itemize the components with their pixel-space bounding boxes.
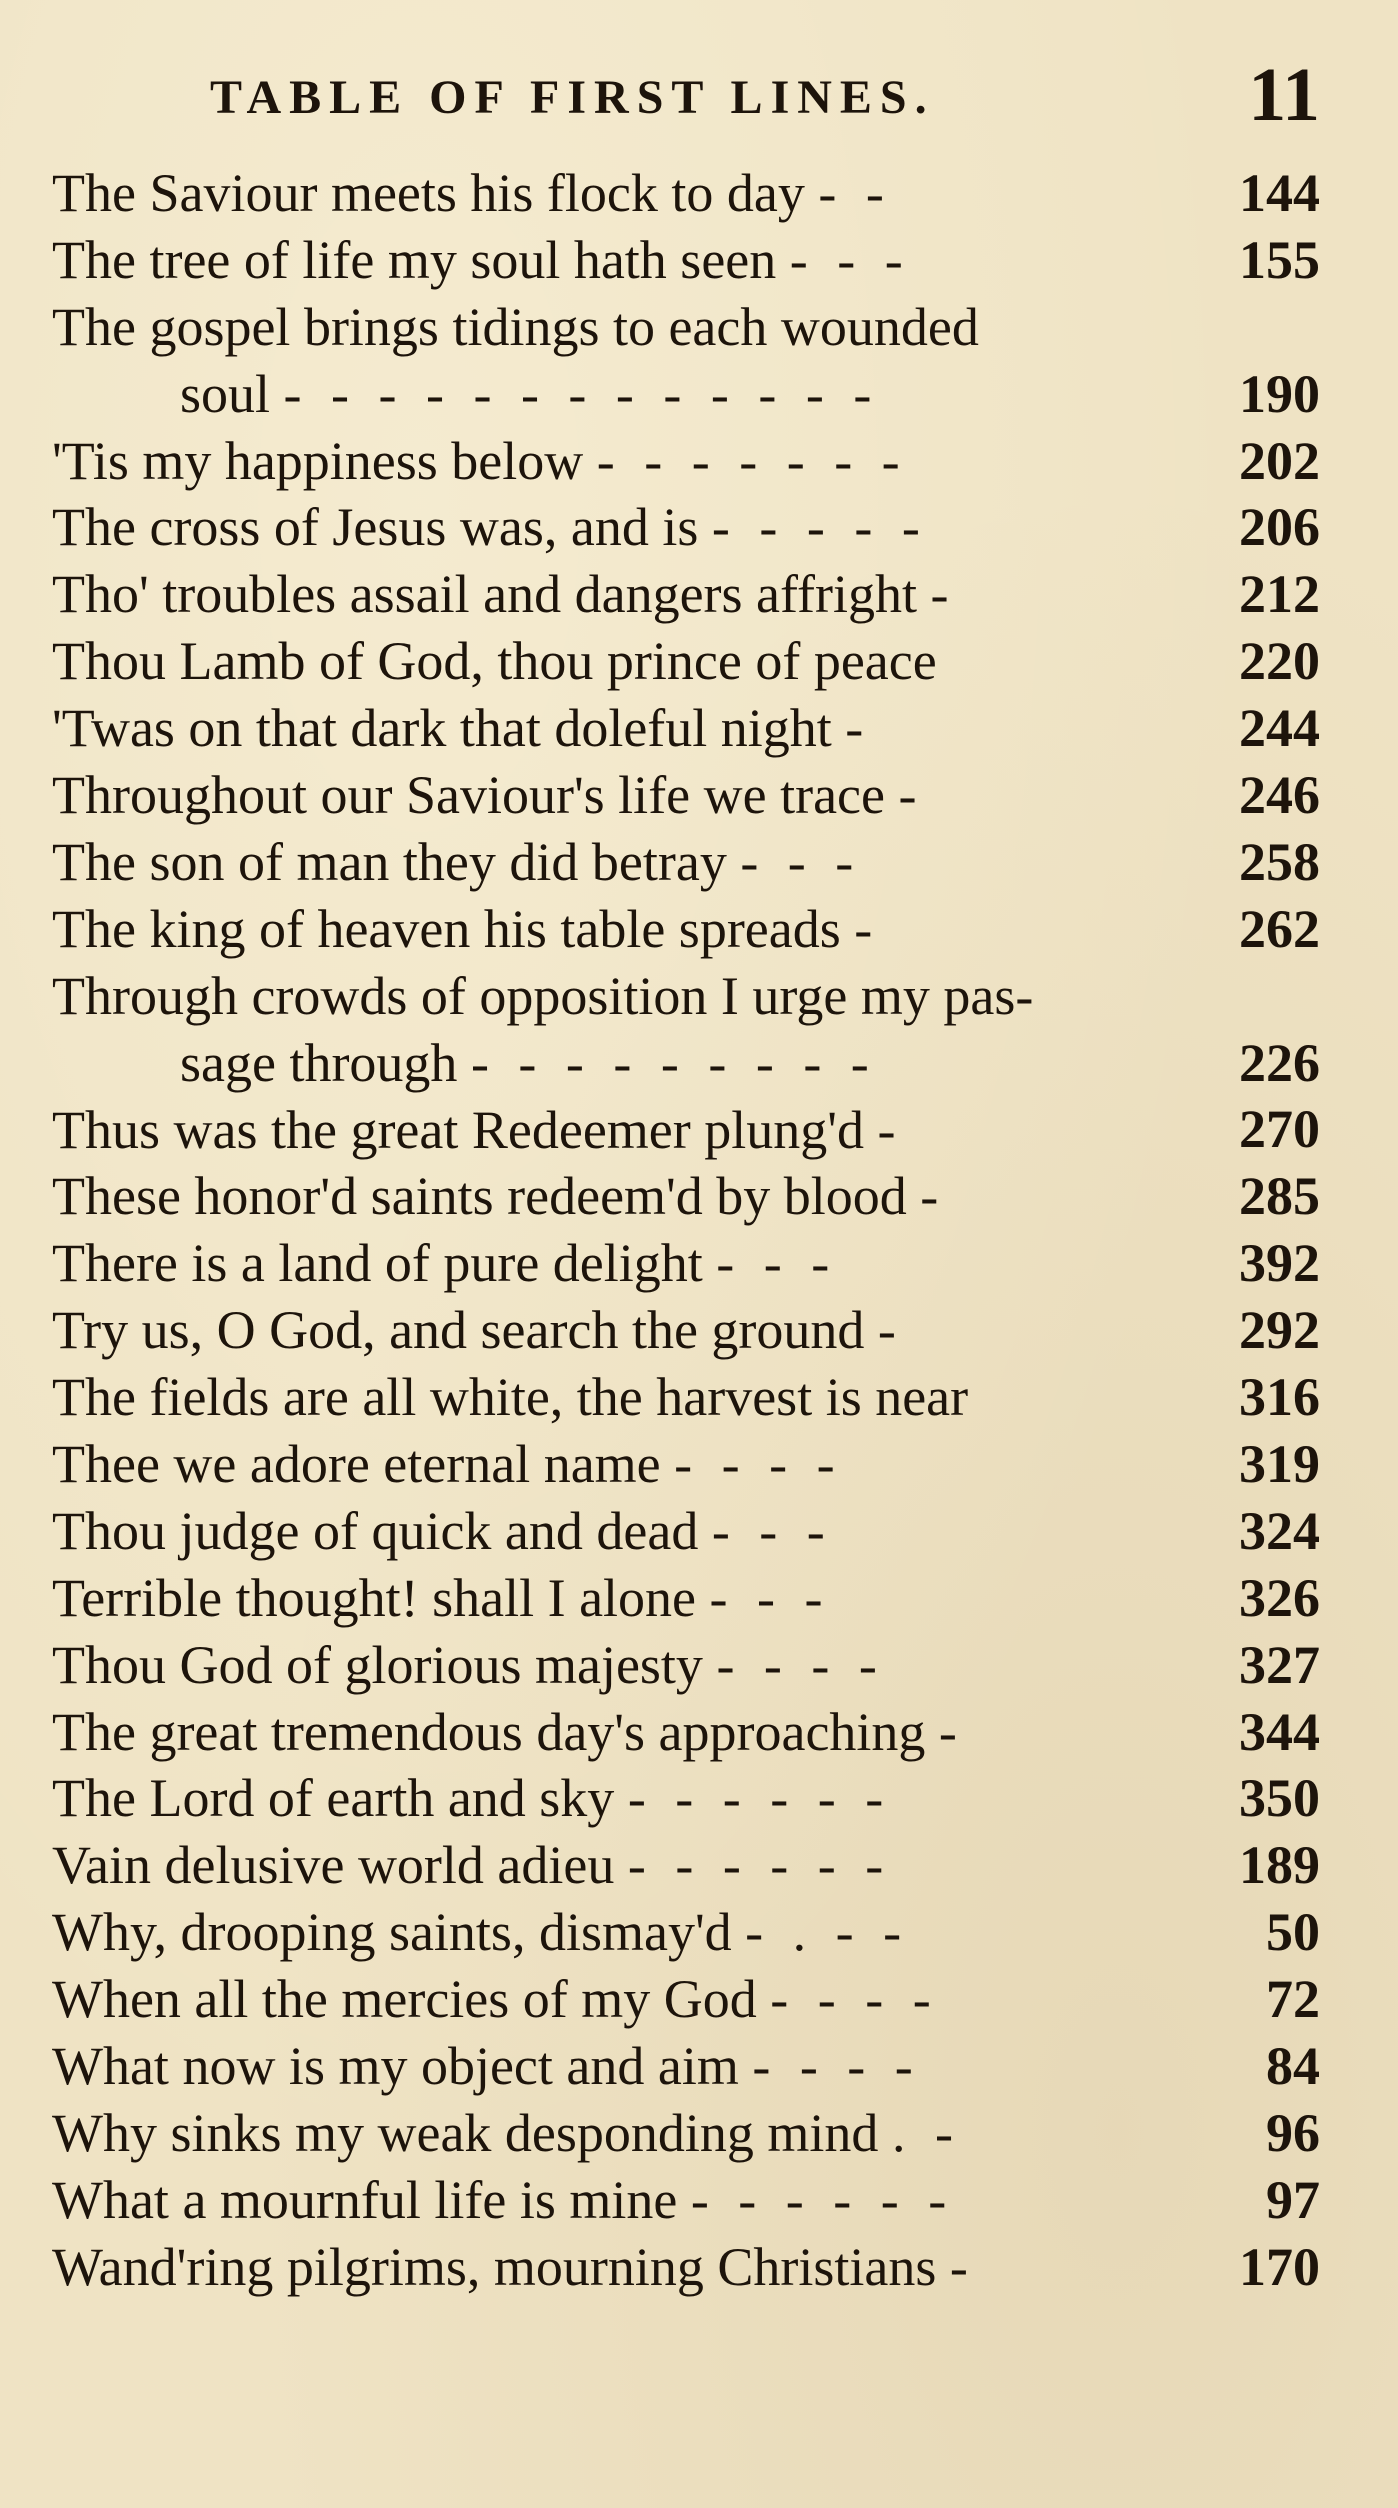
entry-text: The Saviour meets his flock to day — [52, 163, 805, 223]
toc-entry — [52, 561, 1320, 628]
entry-page-number: 144 — [1239, 162, 1320, 223]
entry-leader: - - - - - - - — [596, 430, 908, 491]
entry-leader: - — [898, 765, 925, 826]
toc-entry — [52, 1899, 1320, 1966]
entry-leader: - - - — [711, 1500, 833, 1561]
page-number: 11 — [1248, 53, 1320, 137]
entry-leader: - - - - - - - - - — [470, 1032, 877, 1093]
entry-leader: - - - - — [716, 1634, 885, 1695]
entry-text: Thee we adore eternal name — [52, 1433, 661, 1494]
entry-page-number: 246 — [1239, 765, 1320, 826]
toc-entry — [52, 1498, 1320, 1565]
entry-page-number: 285 — [1239, 1166, 1320, 1227]
entry-leader: - - - - - - - - - - - - - — [283, 363, 880, 424]
entry-leader: - — [949, 2236, 976, 2297]
entry-text: The fields are all white, the harvest is near — [52, 1367, 969, 1428]
entry-leader: - — [845, 698, 872, 759]
toc-entry — [52, 1230, 1320, 1297]
entry-page-number: 190 — [1239, 363, 1320, 424]
entry-leader: - - - - — [752, 2035, 921, 2096]
entry-continuation — [180, 1030, 877, 1097]
entry-first-line — [52, 2167, 954, 2234]
entry-first-line — [52, 695, 871, 762]
entry-first-line — [52, 1431, 843, 1498]
entry-first-line — [52, 2234, 976, 2301]
entry-first-line — [52, 1364, 968, 1431]
entry-leader: - — [938, 1701, 965, 1762]
entry-page-number: 319 — [1239, 1433, 1320, 1494]
entry-leader: - - - - - - — [627, 1835, 892, 1896]
toc-entry — [52, 2033, 1320, 2100]
toc-entry — [52, 963, 1320, 1097]
entry-text: What a mournful life is mine — [52, 2169, 678, 2230]
entry-text: The tree of life my soul hath seen — [52, 229, 777, 290]
entry-continuation-text: soul — [180, 363, 271, 424]
entry-first-line — [52, 1765, 891, 1832]
first-lines-list — [52, 160, 1320, 2301]
entry-page-number: 326 — [1239, 1567, 1320, 1628]
toc-entry — [52, 695, 1320, 762]
entry-text: Wand'ring pilgrims, mourning Christians — [52, 2236, 937, 2297]
entry-leader: - — [920, 1166, 947, 1227]
entry-page-number: 72 — [1266, 1969, 1320, 2030]
toc-entry — [52, 1699, 1320, 1766]
entry-text: Throughout our Saviour's life we trace — [52, 765, 885, 826]
entry-first-line — [52, 2033, 921, 2100]
entry-text: The gospel brings tidings to each wounded — [52, 296, 979, 357]
toc-entry — [52, 1832, 1320, 1899]
toc-entry — [52, 2100, 1320, 2167]
entry-first-line — [52, 1832, 891, 1899]
toc-entry — [52, 1097, 1320, 1164]
entry-first-line — [52, 2100, 961, 2167]
entry-text: Thou judge of quick and dead — [52, 1500, 699, 1561]
entry-first-line — [52, 1163, 946, 1230]
entry-text: Tho' troubles assail and dangers affright — [52, 564, 918, 625]
entry-first-line — [52, 1899, 909, 1966]
entry-leader: - - - — [709, 1567, 831, 1628]
entry-first-line — [52, 1097, 903, 1164]
entry-text: What now is my object and aim — [52, 2035, 739, 2096]
entry-page-number: 327 — [1239, 1634, 1320, 1695]
entry-page-number: 316 — [1239, 1367, 1320, 1428]
entry-leader: - - - - - - — [690, 2169, 955, 2230]
entry-leader: - . - - — [745, 1902, 910, 1963]
entry-text: Through crowds of opposition I urge my pas- — [52, 965, 1034, 1026]
toc-entry — [52, 829, 1320, 896]
entry-leader: - - - - - - — [627, 1768, 892, 1829]
entry-page-number: 202 — [1239, 430, 1320, 491]
entry-text: Thou Lamb of God, thou prince of peace — [52, 631, 937, 692]
entry-first-line — [52, 1230, 837, 1297]
entry-page-number: 220 — [1239, 631, 1320, 692]
toc-entry — [52, 1966, 1320, 2033]
toc-entry — [52, 1297, 1320, 1364]
entry-first-line — [52, 762, 924, 829]
entry-text: Terrible thought! shall I alone — [52, 1567, 697, 1628]
entry-leader: - - - - — [674, 1433, 843, 1494]
entry-text: Try us, O God, and search the ground — [52, 1300, 865, 1361]
entry-first-line — [52, 963, 1033, 1030]
entry-leader: - - - — [789, 229, 911, 290]
entry-text: 'Tis my happiness below — [52, 430, 584, 491]
entry-leader: - — [930, 564, 957, 625]
entry-text: Thus was the great Redeemer plung'd — [52, 1099, 864, 1160]
entry-first-line — [52, 1498, 833, 1565]
toc-entry — [52, 494, 1320, 561]
entry-continuation-text: sage through — [180, 1032, 458, 1093]
entry-first-line — [52, 1565, 830, 1632]
entry-leader: - — [877, 1300, 904, 1361]
entry-leader: - - - — [716, 1233, 838, 1294]
entry-continuation — [180, 361, 879, 428]
entry-page-number: 50 — [1266, 1902, 1320, 1963]
entry-first-line — [52, 896, 880, 963]
entry-text: Vain delusive world adieu — [52, 1835, 615, 1896]
entry-page-number: 244 — [1239, 698, 1320, 759]
running-title: TABLE OF FIRST LINES. — [210, 71, 935, 124]
entry-first-line — [52, 1632, 885, 1699]
entry-page-number: 96 — [1266, 2102, 1320, 2163]
entry-first-line — [52, 160, 892, 227]
entry-first-line — [52, 628, 937, 695]
entry-leader: - - — [818, 163, 892, 223]
entry-first-line — [52, 829, 861, 896]
entry-page-number: 226 — [1239, 1032, 1320, 1093]
entry-page-number: 344 — [1239, 1701, 1320, 1762]
toc-entry — [52, 762, 1320, 829]
entry-first-line — [52, 428, 908, 495]
entry-text: The Lord of earth and sky — [52, 1768, 615, 1829]
entry-text: The great tremendous day's approaching — [52, 1701, 926, 1762]
toc-entry — [52, 1565, 1320, 1632]
entry-page-number: 292 — [1239, 1300, 1320, 1361]
entry-page-number: 155 — [1239, 229, 1320, 290]
entry-page-number: 189 — [1239, 1835, 1320, 1896]
entry-page-number: 84 — [1266, 2035, 1320, 2096]
entry-leader: - - - - - — [711, 497, 928, 558]
entry-leader: . - — [891, 2102, 961, 2163]
entry-page-number: 97 — [1266, 2169, 1320, 2230]
entry-page-number: 350 — [1239, 1768, 1320, 1829]
entry-page-number: 258 — [1239, 831, 1320, 892]
entry-first-line — [52, 494, 928, 561]
entry-text: These honor'd saints redeem'd by blood — [52, 1166, 907, 1227]
entry-text: The cross of Jesus was, and is — [52, 497, 699, 558]
entry-first-line — [52, 1699, 965, 1766]
entry-first-line — [52, 1966, 939, 2033]
entry-text: 'Twas on that dark that doleful night — [52, 698, 832, 759]
entry-first-line — [52, 561, 957, 628]
toc-entry — [52, 1765, 1320, 1832]
entry-text: Why, drooping saints, dismay'd — [52, 1902, 732, 1963]
entry-text: The king of heaven his table spreads — [52, 898, 841, 959]
entry-page-number: 324 — [1239, 1500, 1320, 1561]
entry-leader: - — [854, 898, 881, 959]
entry-leader: - - - - — [770, 1969, 939, 2030]
toc-entry — [52, 896, 1320, 963]
entry-leader: - — [877, 1099, 904, 1160]
entry-text: The son of man they did betray — [52, 831, 727, 892]
toc-entry — [52, 2167, 1320, 2234]
entry-page-number: 212 — [1239, 564, 1320, 625]
toc-entry — [52, 1163, 1320, 1230]
entry-leader: - - - — [740, 831, 862, 892]
toc-entry — [52, 2234, 1320, 2301]
toc-entry — [52, 227, 1320, 294]
toc-entry — [52, 1431, 1320, 1498]
entry-text: When all the mercies of my God — [52, 1969, 757, 2030]
entry-first-line — [52, 294, 979, 361]
entry-first-line — [52, 1297, 904, 1364]
toc-entry — [52, 1632, 1320, 1699]
entry-text: There is a land of pure delight — [52, 1233, 703, 1294]
toc-entry — [52, 428, 1320, 495]
running-header — [210, 52, 1320, 142]
entry-page-number: 270 — [1239, 1099, 1320, 1160]
entry-page-number: 392 — [1239, 1233, 1320, 1294]
entry-first-line — [52, 227, 911, 294]
entry-page-number: 262 — [1239, 898, 1320, 959]
toc-entry — [52, 628, 1320, 695]
entry-text: Why sinks my weak desponding mind — [52, 2102, 879, 2163]
entry-page-number: 206 — [1239, 497, 1320, 558]
toc-entry — [52, 1364, 1320, 1431]
toc-entry — [52, 160, 1320, 227]
toc-entry — [52, 294, 1320, 428]
entry-text: Thou God of glorious majesty — [52, 1634, 703, 1695]
entry-page-number: 170 — [1239, 2236, 1320, 2297]
